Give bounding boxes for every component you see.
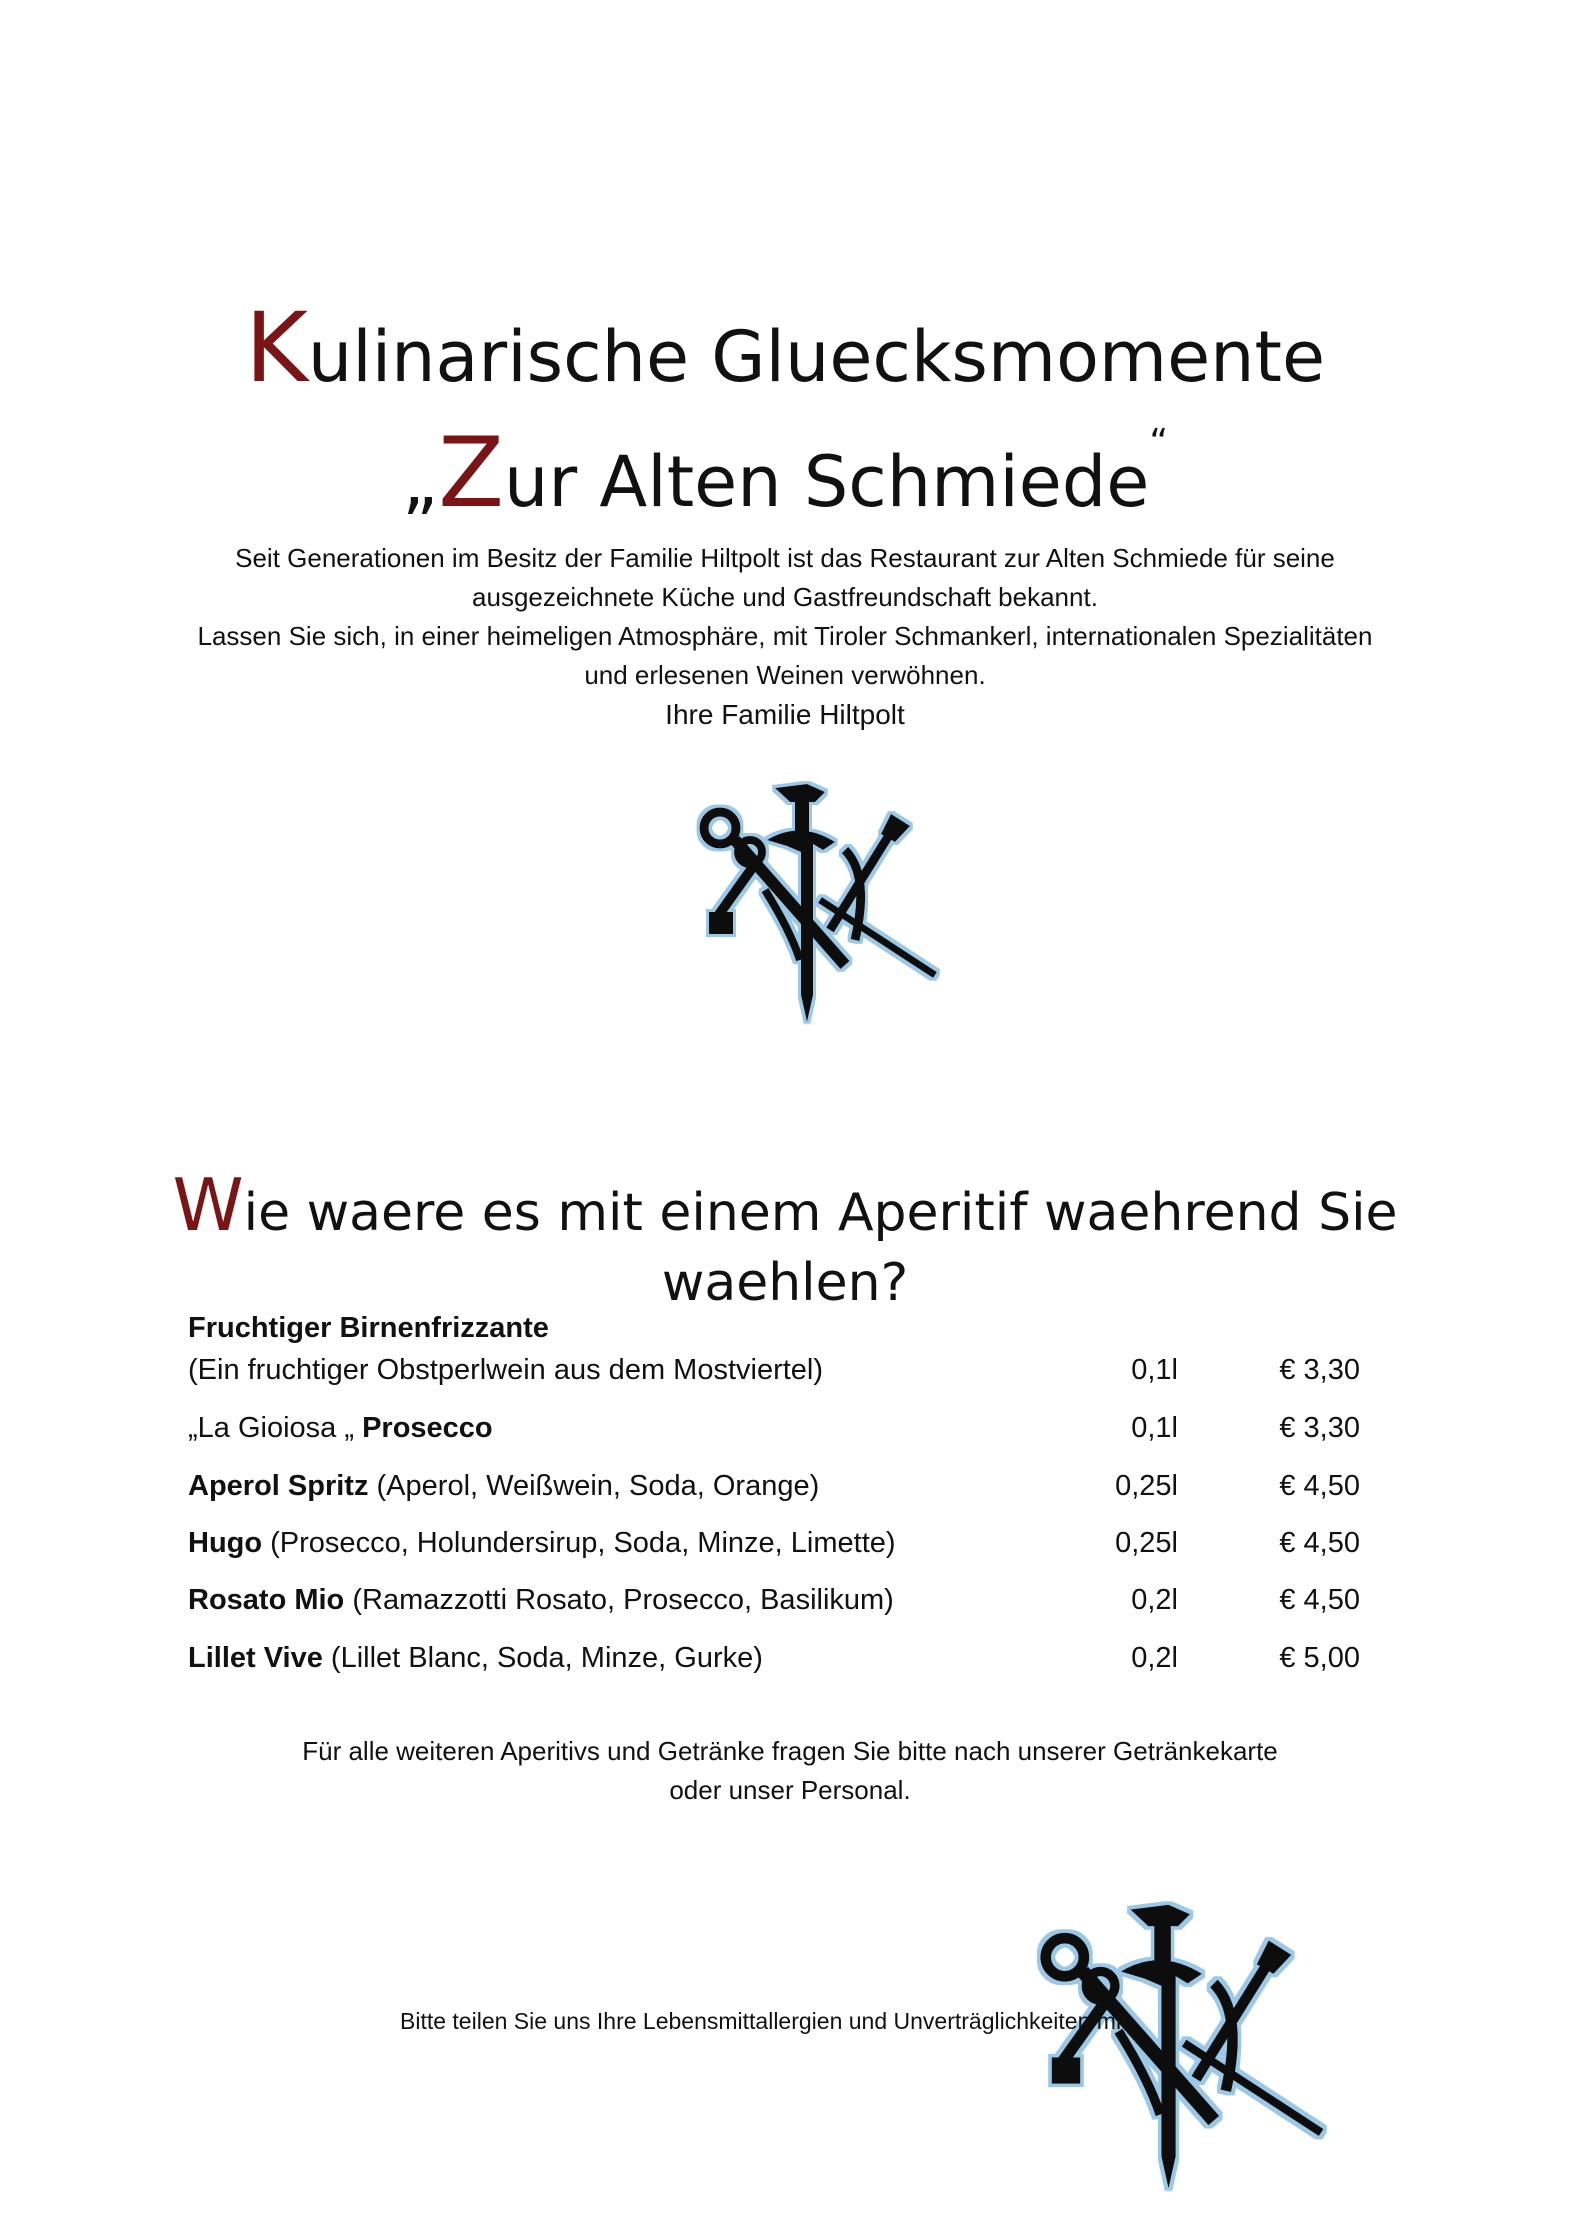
item-prefix: „La Gioiosa „ (188, 1412, 363, 1444)
item-size: 0,1l (1131, 1354, 1178, 1386)
item-price: € 3,30 (1279, 1412, 1360, 1444)
allergy-note: Bitte teilen Sie uns Ihre Lebensmittallergien und Unverträglichkeiten mit (400, 2008, 1128, 2034)
title-rest: ulinarische Gluecksmomente (307, 316, 1326, 398)
drinks-note-line: Für alle weiteren Aperitivs und Getränke fragen Sie bitte nach unserer Getränkekarte (302, 1736, 1278, 1766)
item-name: Hugo (188, 1527, 263, 1559)
menu-item (188, 1312, 1360, 1386)
item-price: € 4,50 (1279, 1584, 1360, 1616)
title-initial: K (244, 292, 308, 404)
item-size: 0,2l (1131, 1642, 1178, 1674)
drinks-note (240, 1732, 1340, 1810)
item-name: Fruchtiger Birnenfrizzante (188, 1312, 549, 1344)
item-size: 0,25l (1115, 1527, 1178, 1559)
blacksmith-tools-emblem-icon (695, 780, 955, 1040)
subtitle-rest: ur Alten Schmiede (504, 441, 1150, 523)
item-price: € 3,30 (1279, 1354, 1360, 1386)
intro-line: Seit Generationen im Besitz der Familie Hiltpolt ist das Restaurant zur Alten Schmiede für seine (235, 543, 1335, 573)
intro-line: Lassen Sie sich, in einer heimeligen Atmosphäre, mit Tiroler Schmankerl, internationalen Spezialitäten (197, 621, 1373, 651)
item-size: 0,1l (1131, 1412, 1178, 1444)
item-name: Aperol Spritz (188, 1470, 369, 1502)
restaurant-name (0, 417, 1570, 529)
subtitle-initial: Z (438, 417, 504, 529)
item-details: (Ramazzotti Rosato, Prosecco, Basilikum) (344, 1584, 894, 1616)
menu-item (188, 1642, 1360, 1682)
intro-text (150, 539, 1420, 734)
page-title (0, 292, 1570, 404)
item-price: € 4,50 (1279, 1470, 1360, 1502)
aperitif-heading-rest: ie waere es mit einem Aperitif waehrend Sie waehlen? (243, 1183, 1398, 1313)
menu-item (188, 1412, 1360, 1452)
intro-line: ausgezeichnete Küche und Gastfreundschaft bekannt. (472, 582, 1098, 612)
item-details: (Lillet Blanc, Soda, Minze, Gurke) (322, 1642, 763, 1674)
item-price: € 4,50 (1279, 1527, 1360, 1559)
item-name: Lillet Vive (188, 1642, 323, 1674)
item-name: Rosato Mio (188, 1584, 345, 1616)
intro-line: und erlesenen Weinen verwöhnen. (584, 660, 986, 690)
subtitle-open-quote: „ (401, 441, 439, 523)
aperitif-heading (120, 1163, 1450, 1318)
item-size: 0,2l (1131, 1584, 1178, 1616)
menu-item (188, 1527, 1360, 1567)
blacksmith-tools-emblem-icon (1030, 1900, 1350, 2210)
item-details: (Aperol, Weißwein, Soda, Orange) (368, 1470, 820, 1502)
item-price: € 5,00 (1279, 1642, 1360, 1674)
item-name: Prosecco (362, 1412, 493, 1444)
menu-item (188, 1470, 1360, 1510)
menu-item (188, 1584, 1360, 1624)
item-size: 0,25l (1115, 1470, 1178, 1502)
item-description: (Ein fruchtiger Obstperlwein aus dem Mostviertel) (188, 1354, 824, 1386)
item-details: (Prosecco, Holundersirup, Soda, Minze, Limette) (262, 1527, 896, 1559)
subtitle-close-quote: “ (1149, 422, 1169, 463)
intro-signature: Ihre Familie Hiltpolt (665, 699, 905, 730)
aperitif-heading-initial: W (172, 1163, 244, 1247)
drinks-note-line: oder unser Personal. (669, 1775, 911, 1805)
